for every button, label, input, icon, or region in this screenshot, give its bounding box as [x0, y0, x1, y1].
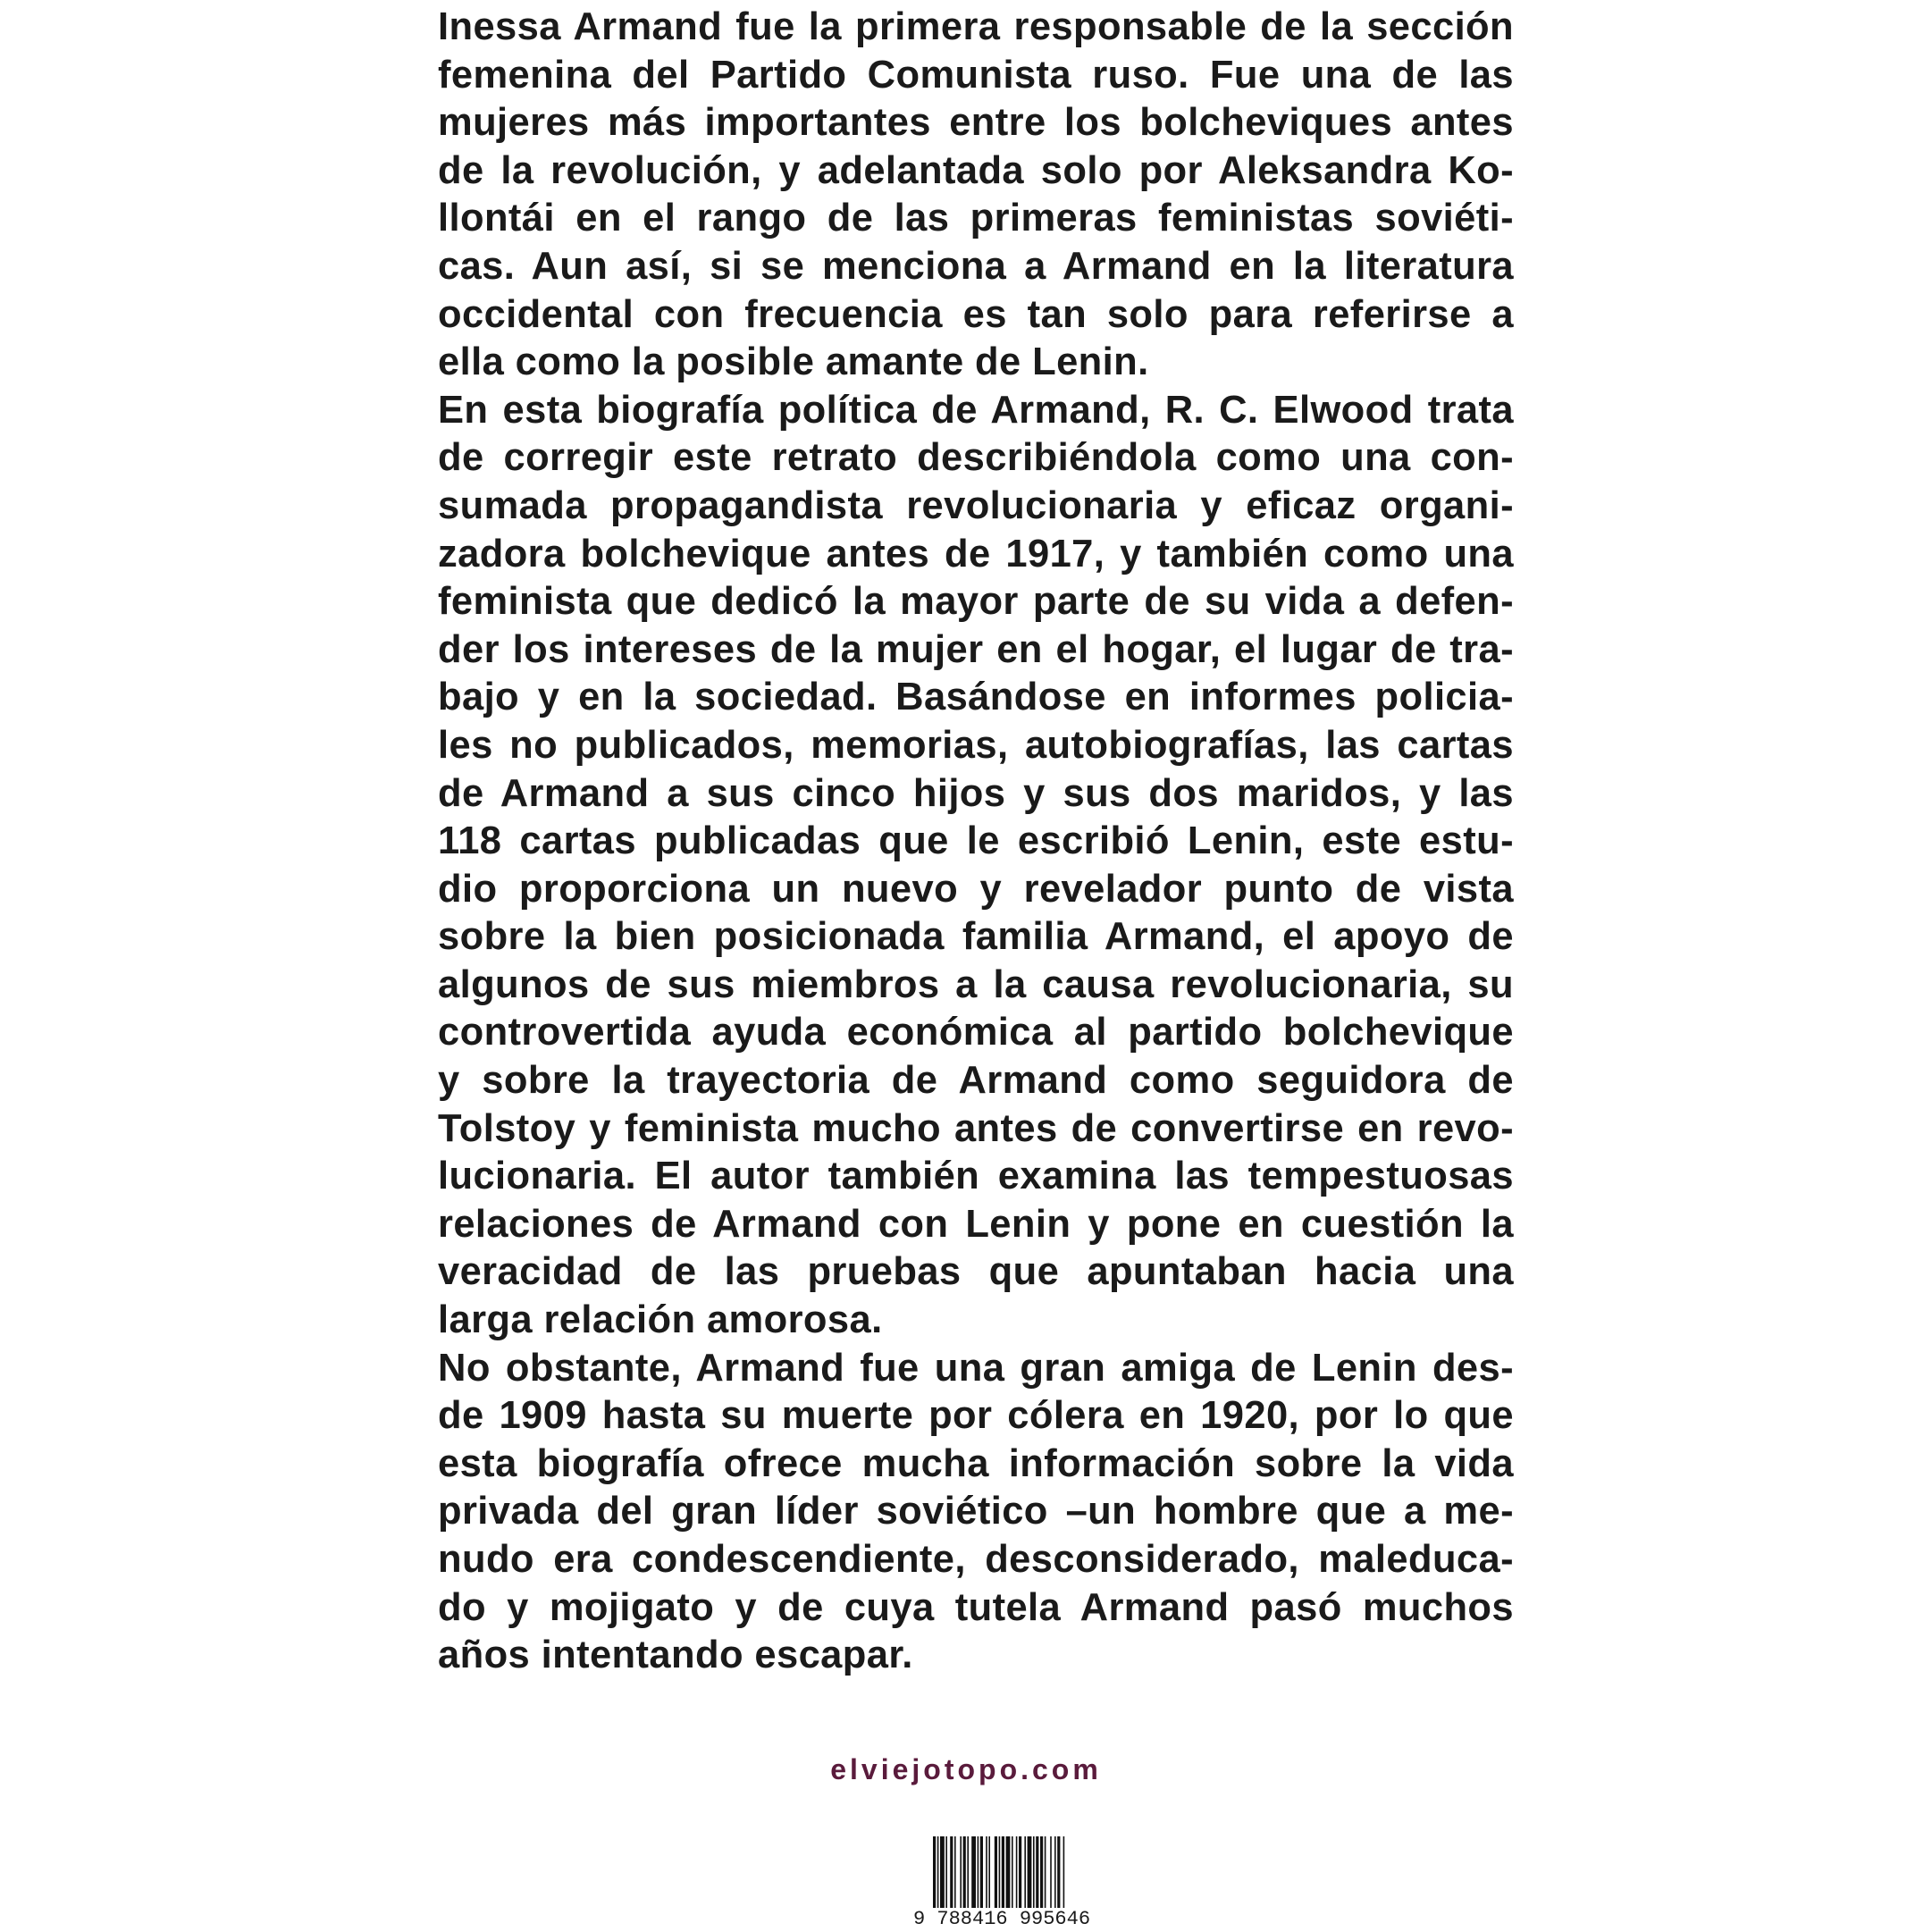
blurb-line: mujeres más importantes entre los bolcheviques antes [438, 101, 1514, 145]
blurb-line: femenina del Partido Comunista ruso. Fue una de las [438, 53, 1514, 97]
blurb-line: privada del gran líder soviético –un hombre que a me- [438, 1490, 1514, 1533]
blurb-line: llontái en el rango de las primeras feministas soviéti- [438, 197, 1514, 240]
back-cover-blurb [438, 4, 1514, 1680]
blurb-line: zadora bolchevique antes de 1917, y también como una [438, 532, 1514, 575]
blurb-line: ella como la posible amante de Lenin. [438, 340, 1149, 384]
blurb-line: algunos de sus miembros a la causa revolucionaria, su [438, 962, 1514, 1006]
blurb-line: larga relación amorosa. [438, 1298, 883, 1342]
blurb-line: relaciones de Armand con Lenin y pone en cuestión la [438, 1202, 1514, 1246]
blurb-line: de la revolución, y adelantada solo por Aleksandra Ko- [438, 148, 1514, 192]
blurb-line: de Armand a sus cinco hijos y sus dos maridos, y las [438, 771, 1514, 815]
blurb-line: feminista que dedicó la mayor parte de su vida a defen- [438, 580, 1514, 624]
blurb-line: Tolstoy y feminista mucho antes de convertirse en revo- [438, 1106, 1514, 1150]
blurb-line: lucionaria. El autor también examina las tempestuosas [438, 1155, 1514, 1198]
blurb-line: occidental con frecuencia es tan solo para referirse a [438, 292, 1514, 336]
blurb-line: años intentando escapar. [438, 1634, 913, 1677]
barcode-bars-graphic [931, 1836, 1081, 1908]
blurb-line: Inessa Armand fue la primera responsable de la sección [438, 5, 1514, 48]
publisher-url: elviejotopo.com [830, 1753, 1102, 1785]
blurb-line: sobre la bien posicionada familia Armand, el apoyo de [438, 915, 1514, 959]
blurb-line: controvertida ayuda económica al partido bolchevique [438, 1011, 1514, 1054]
blurb-line: dio proporciona un nuevo y revelador punto de vista [438, 867, 1514, 911]
blurb-line: bajo y en la sociedad. Basándose en informes policia- [438, 676, 1514, 719]
blurb-line: En esta biografía política de Armand, R. C. Elwood trata [438, 388, 1514, 432]
blurb-line: nudo era condescendiente, desconsiderado, maleduca- [438, 1538, 1514, 1581]
isbn-number: 9 788416 995646 [913, 1908, 1091, 1930]
blurb-line: do y mojigato y de cuya tutela Armand pasó muchos [438, 1585, 1514, 1629]
blurb-line: No obstante, Armand fue una gran amiga de Lenin des- [438, 1346, 1514, 1390]
blurb-line: sumada propagandista revolucionaria y eficaz organi- [438, 483, 1514, 527]
blurb-line: de corregir este retrato describiéndola como una con- [438, 436, 1514, 480]
blurb-line: cas. Aun así, si se menciona a Armand en la literatura [438, 244, 1514, 288]
blurb-line: les no publicados, memorias, autobiografías, las cartas [438, 723, 1514, 767]
blurb-line: y sobre la trayectoria de Armand como seguidora de [438, 1059, 1514, 1103]
blurb-line: de 1909 hasta su muerte por cólera en 1920, por lo que [438, 1394, 1514, 1438]
blurb-line: 118 cartas publicadas que le escribió Lenin, este estu- [438, 819, 1514, 863]
blurb-line: veracidad de las pruebas que apuntaban hacia una [438, 1250, 1514, 1294]
blurb-line: esta biografía ofrece mucha información sobre la vida [438, 1441, 1514, 1485]
blurb-line: der los intereses de la mujer en el hogar, el lugar de tra- [438, 627, 1514, 671]
